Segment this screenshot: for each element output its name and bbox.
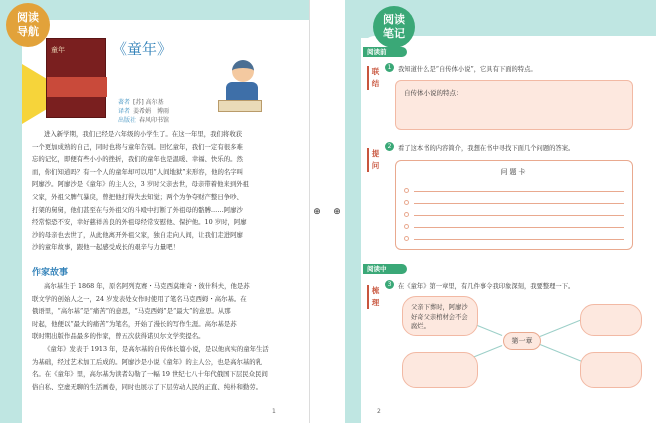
gutter-line-left bbox=[309, 0, 310, 423]
intro-line: 阿廖沙。阿廖沙是《童年》的主人公，3 岁时父亲去世，母亲带着他来到外祖 bbox=[32, 180, 249, 189]
book-cover-image bbox=[46, 38, 106, 118]
card-answer-line[interactable] bbox=[414, 215, 624, 216]
intro-line: 打架的舅舅，他们甚至在与外祖父的斗殴中打断了外祖母的骼膊……阿廖沙 bbox=[32, 205, 243, 214]
author-paragraph bbox=[32, 280, 294, 393]
intro-line: 忘的记忆，即便有些小小的挫折，我们的童年也是温暖、幸福、快乐的。然 bbox=[32, 155, 243, 164]
author-line: 高尔基生于 1868 年，原名阿列克赛・马克西莫维奇・彼什科夫，他是苏 bbox=[44, 282, 250, 290]
cover-title: 童年 bbox=[51, 46, 65, 54]
card-bullet bbox=[404, 236, 409, 241]
intro-line: 一个更加成熟的自己，同时也将与童年告别。回忆童年，我们一定有很多难 bbox=[32, 142, 243, 151]
right-side-band bbox=[345, 0, 361, 423]
card-bullet bbox=[404, 224, 409, 229]
meta-publisher-label: 出版社 bbox=[118, 117, 137, 124]
question-number-2: 2 bbox=[385, 142, 394, 151]
reading-boy-illustration bbox=[218, 60, 266, 120]
author-line: 俄语里，“高尔基”是“痛苦”的意思，“马克西姆”是“最大”的意思。从那 bbox=[32, 307, 231, 316]
event-bubble-empty[interactable] bbox=[580, 352, 642, 388]
author-line: 《童年》发表于 1913 年，是高尔基的自传体长篇小说，是以他真实的童年生活 bbox=[44, 344, 269, 353]
crop-mark-right: ⊕ bbox=[333, 207, 341, 217]
tag-connect bbox=[367, 66, 381, 90]
question-number-3: 3 bbox=[385, 280, 394, 289]
question-1-text: 我知道什么是“自传体小说”，它具有下面的特点。 bbox=[398, 66, 537, 73]
meta-publisher bbox=[118, 115, 169, 124]
author-line: 时起，他便以“最大的痛苦”为笔名，开始了漫长的写作生涯。高尔基是苏 bbox=[32, 319, 237, 328]
intro-line: 而，你们知道吗？有一个人的童年却可以用“人间地狱”来形容，他的名字叫 bbox=[32, 167, 244, 176]
author-story-heading: 作家故事 bbox=[32, 268, 69, 278]
book-title: 《童年》 bbox=[112, 40, 173, 58]
card-answer-line[interactable] bbox=[414, 239, 624, 240]
autobiography-features-box[interactable] bbox=[395, 80, 633, 130]
card-bullet bbox=[404, 200, 409, 205]
event-bubble-empty[interactable] bbox=[580, 304, 642, 336]
meta-author-value: [苏] 高尔基 bbox=[133, 99, 164, 106]
boy-head bbox=[232, 60, 254, 82]
author-line: 俗自私、空虚无聊的生活画卷，同时也展示了下层劳动人民的正直、纯朴和勤劳。 bbox=[32, 382, 263, 391]
author-line: 联时期出版作品最多的作家，曾五次获得诺贝尔文学奖提名。 bbox=[32, 332, 205, 341]
stage-before-reading: 阅读前 bbox=[363, 47, 407, 57]
badge-line-2: 导航 bbox=[17, 25, 39, 38]
tag-connect-text: 联结 bbox=[371, 67, 380, 88]
event-bubble-text: 父亲下葬时，阿廖沙好奇父亲棺材会不会腐烂。 bbox=[411, 304, 468, 330]
author-line: 名。在《童年》里，高尔基为读者勾勒了一幅 19 世纪七八十年代俄国下层民众民间 bbox=[32, 370, 268, 379]
meta-translator-label: 译者 bbox=[118, 108, 131, 115]
meta-translator-value: 姜希娟 博雨 bbox=[133, 108, 170, 115]
tag-question bbox=[367, 148, 381, 172]
card-bullet bbox=[404, 188, 409, 193]
page-number-right: 2 bbox=[377, 408, 381, 415]
boy-book bbox=[218, 100, 262, 112]
card-answer-line[interactable] bbox=[414, 203, 624, 204]
meta-publisher-value: 春风印书馆 bbox=[139, 117, 170, 124]
meta-translator bbox=[118, 106, 169, 115]
cover-band bbox=[47, 77, 107, 97]
intro-line: 父家，外祖父脾气暴戾，曾把他打得失去知觉；两个为争夺财产整日争吵、 bbox=[32, 192, 243, 201]
badge-line-1: 阅读 bbox=[383, 13, 405, 26]
badge-line-1: 阅读 bbox=[17, 11, 39, 24]
chapter-one-node: 第一章 bbox=[503, 332, 541, 350]
right-page bbox=[345, 0, 656, 423]
tag-question-text: 提问 bbox=[371, 149, 380, 170]
reading-notes-badge bbox=[373, 6, 415, 48]
left-page bbox=[0, 0, 309, 423]
question-card-title: 问题卡 bbox=[500, 168, 528, 176]
question-3-text: 在《童年》第一章里，有几件事令我印象深刻，我要整理一下。 bbox=[398, 283, 575, 290]
intro-paragraph bbox=[32, 128, 294, 254]
intro-line: 沙的童年故事，跟他一起感受成长的艰辛与力量吧！ bbox=[32, 243, 179, 252]
card-answer-line[interactable] bbox=[414, 191, 624, 192]
stage-during-reading: 阅读中 bbox=[363, 264, 407, 274]
question-card[interactable] bbox=[395, 160, 633, 250]
meta-author bbox=[118, 97, 164, 106]
author-line: 为基础，经过艺术加工后成的。阿廖沙是小说《童年》的主人公，也是高尔基的乳 bbox=[32, 357, 263, 366]
tag-sort-text: 梳理 bbox=[371, 286, 380, 307]
badge-line-2: 笔记 bbox=[383, 27, 405, 40]
card-bullet bbox=[404, 212, 409, 217]
intro-line: 经常惊恐不安，幸好慈祥善良的外祖母经常安慰他、保护他。10 岁时，阿廖 bbox=[32, 218, 247, 227]
intro-line: 沙的母亲也去世了，从此他离开外祖父家，独自走向人间，让我们走进阿廖 bbox=[32, 230, 243, 239]
crop-mark-left: ⊕ bbox=[313, 207, 321, 217]
reading-guide-badge bbox=[6, 3, 50, 47]
question-2-text: 看了这本书的内容简介，我想在书中寻找下面几个问题的答案。 bbox=[398, 145, 575, 152]
meta-author-label: 著者 bbox=[118, 99, 131, 106]
event-bubble-filled[interactable] bbox=[402, 296, 478, 336]
page-number-left: 1 bbox=[272, 408, 276, 415]
question-number-1: 1 bbox=[385, 63, 394, 72]
intro-line: 进入新学期，我们已经是六年级的小学生了。在这一年里，我们将收获 bbox=[44, 130, 243, 138]
tag-sort bbox=[367, 285, 381, 309]
author-line: 联文学的创始人之一，24 岁发表处女作时使用了笔名马克西姆・高尔基。在 bbox=[32, 294, 247, 303]
card-answer-line[interactable] bbox=[414, 227, 624, 228]
event-bubble-empty[interactable] bbox=[402, 352, 478, 388]
features-box-label: 自传体小说的特点： bbox=[404, 89, 463, 97]
